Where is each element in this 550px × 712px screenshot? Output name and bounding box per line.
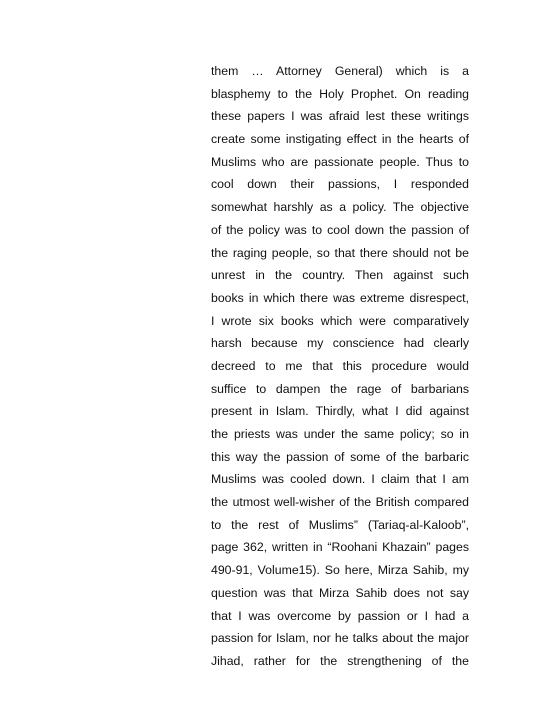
text-line: these papers I was afraid lest these writings [211, 109, 469, 124]
text-line: decreed to me that this procedure would [211, 358, 469, 373]
text-line: this way the passion of some of the barbaric [211, 449, 469, 464]
text-line: I wrote six books which were comparatively [211, 313, 469, 328]
text-line: page 362, written in “Roohani Khazain” pages [211, 540, 469, 555]
text-line: harsh because my conscience had clearly [211, 336, 469, 351]
text-line: cool down their passions, I responded [211, 177, 469, 192]
text-line: Jihad, rather for the strengthening of the [211, 653, 469, 668]
text-line: unrest in the country. Then against such [211, 268, 469, 283]
text-line: the raging people, so that there should not be [211, 245, 469, 260]
text-line: create some instigating effect in the hearts of [211, 132, 469, 147]
text-line: present in Islam. Thirdly, what I did against [211, 404, 469, 419]
text-line: books in which there was extreme disrespect, [211, 290, 469, 305]
text-line: the utmost well-wisher of the British compared [211, 495, 469, 510]
text-line: passion for Islam, nor he talks about the major [211, 631, 469, 646]
text-line: of the policy was to cool down the passion of [211, 222, 469, 237]
text-line: question was that Mirza Sahib does not say [211, 585, 469, 600]
text-line: Muslims who are passionate people. Thus to [211, 154, 469, 169]
text-line: them … Attorney General) which is a [211, 64, 469, 78]
body-text [211, 60, 469, 673]
text-line: that I was overcome by passion or I had a [211, 608, 469, 623]
text-line: suffice to dampen the rage of barbarians [211, 381, 469, 396]
text-line: blasphemy to the Holy Prophet. On reading [211, 86, 469, 101]
text-line: 490-91, Volume15). So here, Mirza Sahib, my [211, 563, 469, 578]
text-line: Muslims was cooled down. I claim that I am [211, 472, 469, 487]
text-line: to the rest of Muslims” (Tariaq-al-Kaloob”, [211, 517, 469, 532]
text-line: somewhat harshly as a policy. The objective [211, 200, 469, 215]
text-line: the priests was under the same policy; so in [211, 427, 469, 441]
